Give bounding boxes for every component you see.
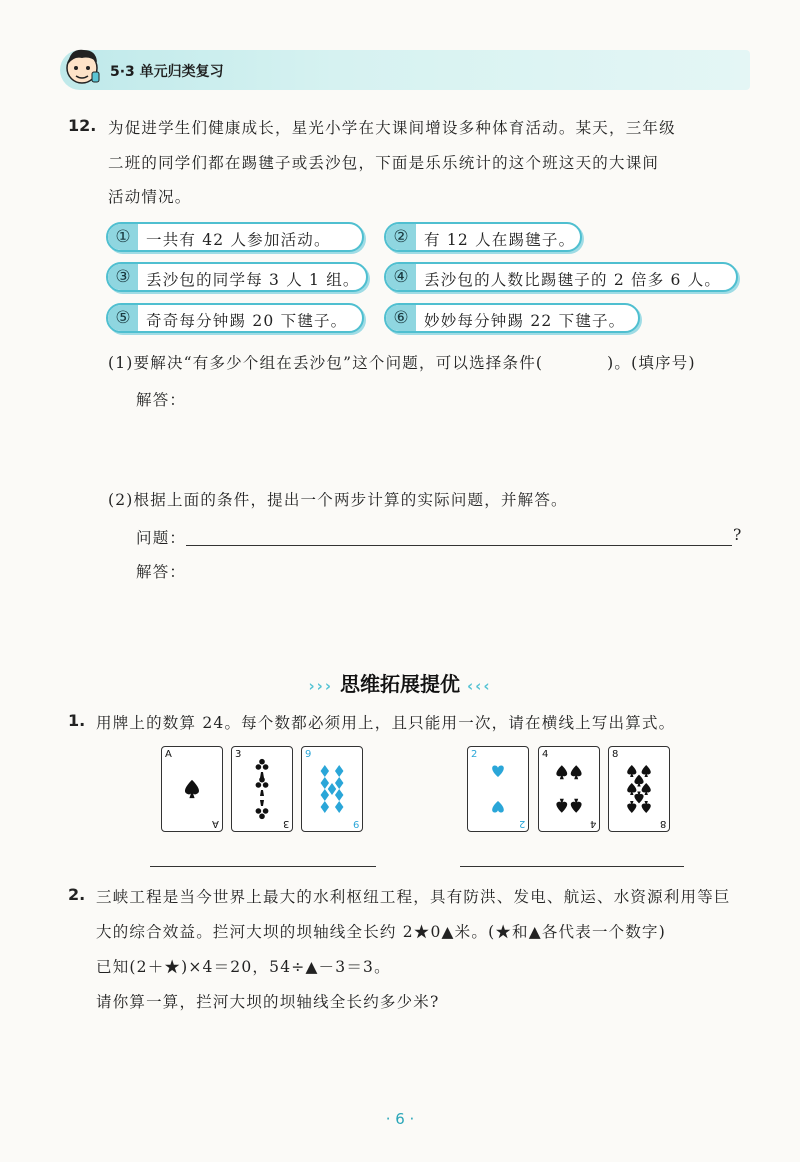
diamond-icon [335, 777, 344, 789]
spade-icon [556, 765, 567, 779]
condition-2-text: 有 12 人在踢毽子。 [424, 231, 576, 249]
spade-pips [162, 747, 222, 831]
heart-icon [492, 801, 504, 813]
club-icon [256, 759, 269, 778]
condition-2-number: ② [386, 224, 416, 250]
sub-question-2-answer-label: 解答： [136, 563, 187, 581]
question-12-number: 12. [68, 116, 97, 135]
question-12-line-1: 为促进学生们健康成长，星光小学在大课间增设多种体育活动。某天，三年级 [108, 119, 676, 137]
diamond-icon [321, 765, 330, 777]
spade-icon [571, 765, 582, 779]
spade-icon [634, 775, 643, 787]
condition-4-text: 丢沙包的人数比踢毽子的 2 倍多 6 人。 [424, 271, 722, 289]
question-answer-line[interactable] [186, 545, 732, 546]
spade-icon [185, 780, 199, 798]
spade-icon [634, 791, 643, 803]
condition-1-text: 一共有 42 人参加活动。 [146, 231, 331, 249]
diamond-icon [335, 789, 344, 801]
mascot-icon [62, 44, 102, 90]
sub-question-1-text: (1)要解决“有多少个组在丢沙包”这个问题，可以选择条件( [108, 354, 544, 372]
heart-icon [492, 765, 504, 777]
question-12-line-3: 活动情况。 [108, 188, 192, 206]
diamond-icon [321, 789, 330, 801]
condition-1-number: ① [108, 224, 138, 250]
playing-card-6 [608, 746, 670, 832]
chapter-title: 5·3 单元归类复习 [110, 64, 224, 80]
card-rank-top: 8 [612, 749, 619, 760]
playing-card-3 [301, 746, 363, 832]
formula-answer-line-1[interactable] [150, 866, 376, 867]
condition-6-text: 妙妙每分钟踢 22 下毽子。 [424, 312, 626, 330]
card-rank-bottom: 9 [352, 818, 359, 829]
spade-pips [539, 747, 599, 831]
spade-icon [642, 801, 651, 813]
question-2-line-3: 已知(2＋★)×4＝20，54÷▲－3＝3。 [96, 958, 391, 976]
page-number: · 6 · [385, 1110, 415, 1128]
card-rank-top: 9 [305, 749, 312, 760]
question-1-text: 用牌上的数算 24。每个数都必须用上，且只能用一次，请在横线上写出算式。 [96, 714, 676, 732]
sub-question-2-question-label: 问题： [136, 529, 187, 547]
spade-icon [627, 765, 636, 777]
diamond-icon [321, 801, 330, 813]
condition-6 [384, 303, 640, 333]
card-rank-top: 3 [235, 749, 242, 760]
club-icon [256, 800, 269, 819]
spade-icon [627, 801, 636, 813]
condition-3-number: ③ [108, 264, 138, 290]
condition-5 [106, 303, 364, 333]
question-1-number: 1. [68, 711, 86, 730]
spade-icon [642, 783, 651, 795]
spade-icon [627, 783, 636, 795]
chevron-left-icon: ‹‹‹ [466, 677, 492, 695]
card-rank-bottom: 3 [282, 818, 289, 829]
club-icon [256, 777, 269, 796]
diamond-icon [321, 777, 330, 789]
playing-card-5 [538, 746, 600, 832]
card-rank-top: 4 [542, 749, 549, 760]
condition-1 [106, 222, 364, 252]
diamond-icon [335, 765, 344, 777]
formula-answer-line-2[interactable] [460, 866, 684, 867]
chevron-right-icon: ››› [308, 677, 334, 695]
card-rank-bottom: A [212, 818, 219, 829]
question-2-number: 2. [68, 885, 86, 904]
spade-icon [571, 799, 582, 813]
heart-pips [468, 747, 528, 831]
club-pips [232, 747, 292, 831]
condition-6-number: ⑥ [386, 305, 416, 331]
section-title [0, 668, 800, 697]
card-rank-top: 2 [471, 749, 478, 760]
condition-2 [384, 222, 582, 252]
sub-question-1-answer-label: 解答： [136, 391, 187, 409]
question-2-line-2: 大的综合效益。拦河大坝的坝轴线全长约 2★0▲米。(★和▲各代表一个数字) [96, 923, 666, 941]
playing-card-2 [231, 746, 293, 832]
question-2-line-1: 三峡工程是当今世界上最大的水利枢纽工程，具有防洪、发电、航运、水资源利用等巨 [96, 888, 731, 906]
question-mark: ? [733, 526, 743, 544]
condition-4-number: ④ [386, 264, 416, 290]
sub-question-1 [108, 351, 696, 373]
condition-5-text: 奇奇每分钟踢 20 下毽子。 [146, 312, 348, 330]
spade-icon [556, 799, 567, 813]
card-rank-bottom: 8 [659, 818, 666, 829]
condition-3 [106, 262, 368, 292]
diamond-icon [335, 801, 344, 813]
card-rank-top: A [165, 749, 172, 760]
sub-question-2: (2)根据上面的条件，提出一个两步计算的实际问题，并解答。 [108, 491, 568, 509]
condition-5-number: ⑤ [108, 305, 138, 331]
section-title-text: 思维拓展提优 [340, 672, 460, 696]
playing-card-4 [467, 746, 529, 832]
question-12-line-2: 二班的同学们都在踢毽子或丢沙包，下面是乐乐统计的这个班这天的大课间 [108, 154, 660, 172]
question-2-line-4: 请你算一算，拦河大坝的坝轴线全长约多少米? [96, 993, 440, 1011]
playing-card-1 [161, 746, 223, 832]
card-rank-bottom: 2 [518, 818, 525, 829]
condition-4 [384, 262, 738, 292]
diamond-pips [302, 747, 362, 831]
spade-pips [609, 747, 669, 831]
diamond-icon [328, 783, 337, 795]
condition-3-text: 丢沙包的同学每 3 人 1 组。 [146, 271, 360, 289]
spade-icon [642, 765, 651, 777]
sub-question-1-suffix: )。(填序号) [607, 354, 696, 372]
card-rank-bottom: 4 [589, 818, 596, 829]
